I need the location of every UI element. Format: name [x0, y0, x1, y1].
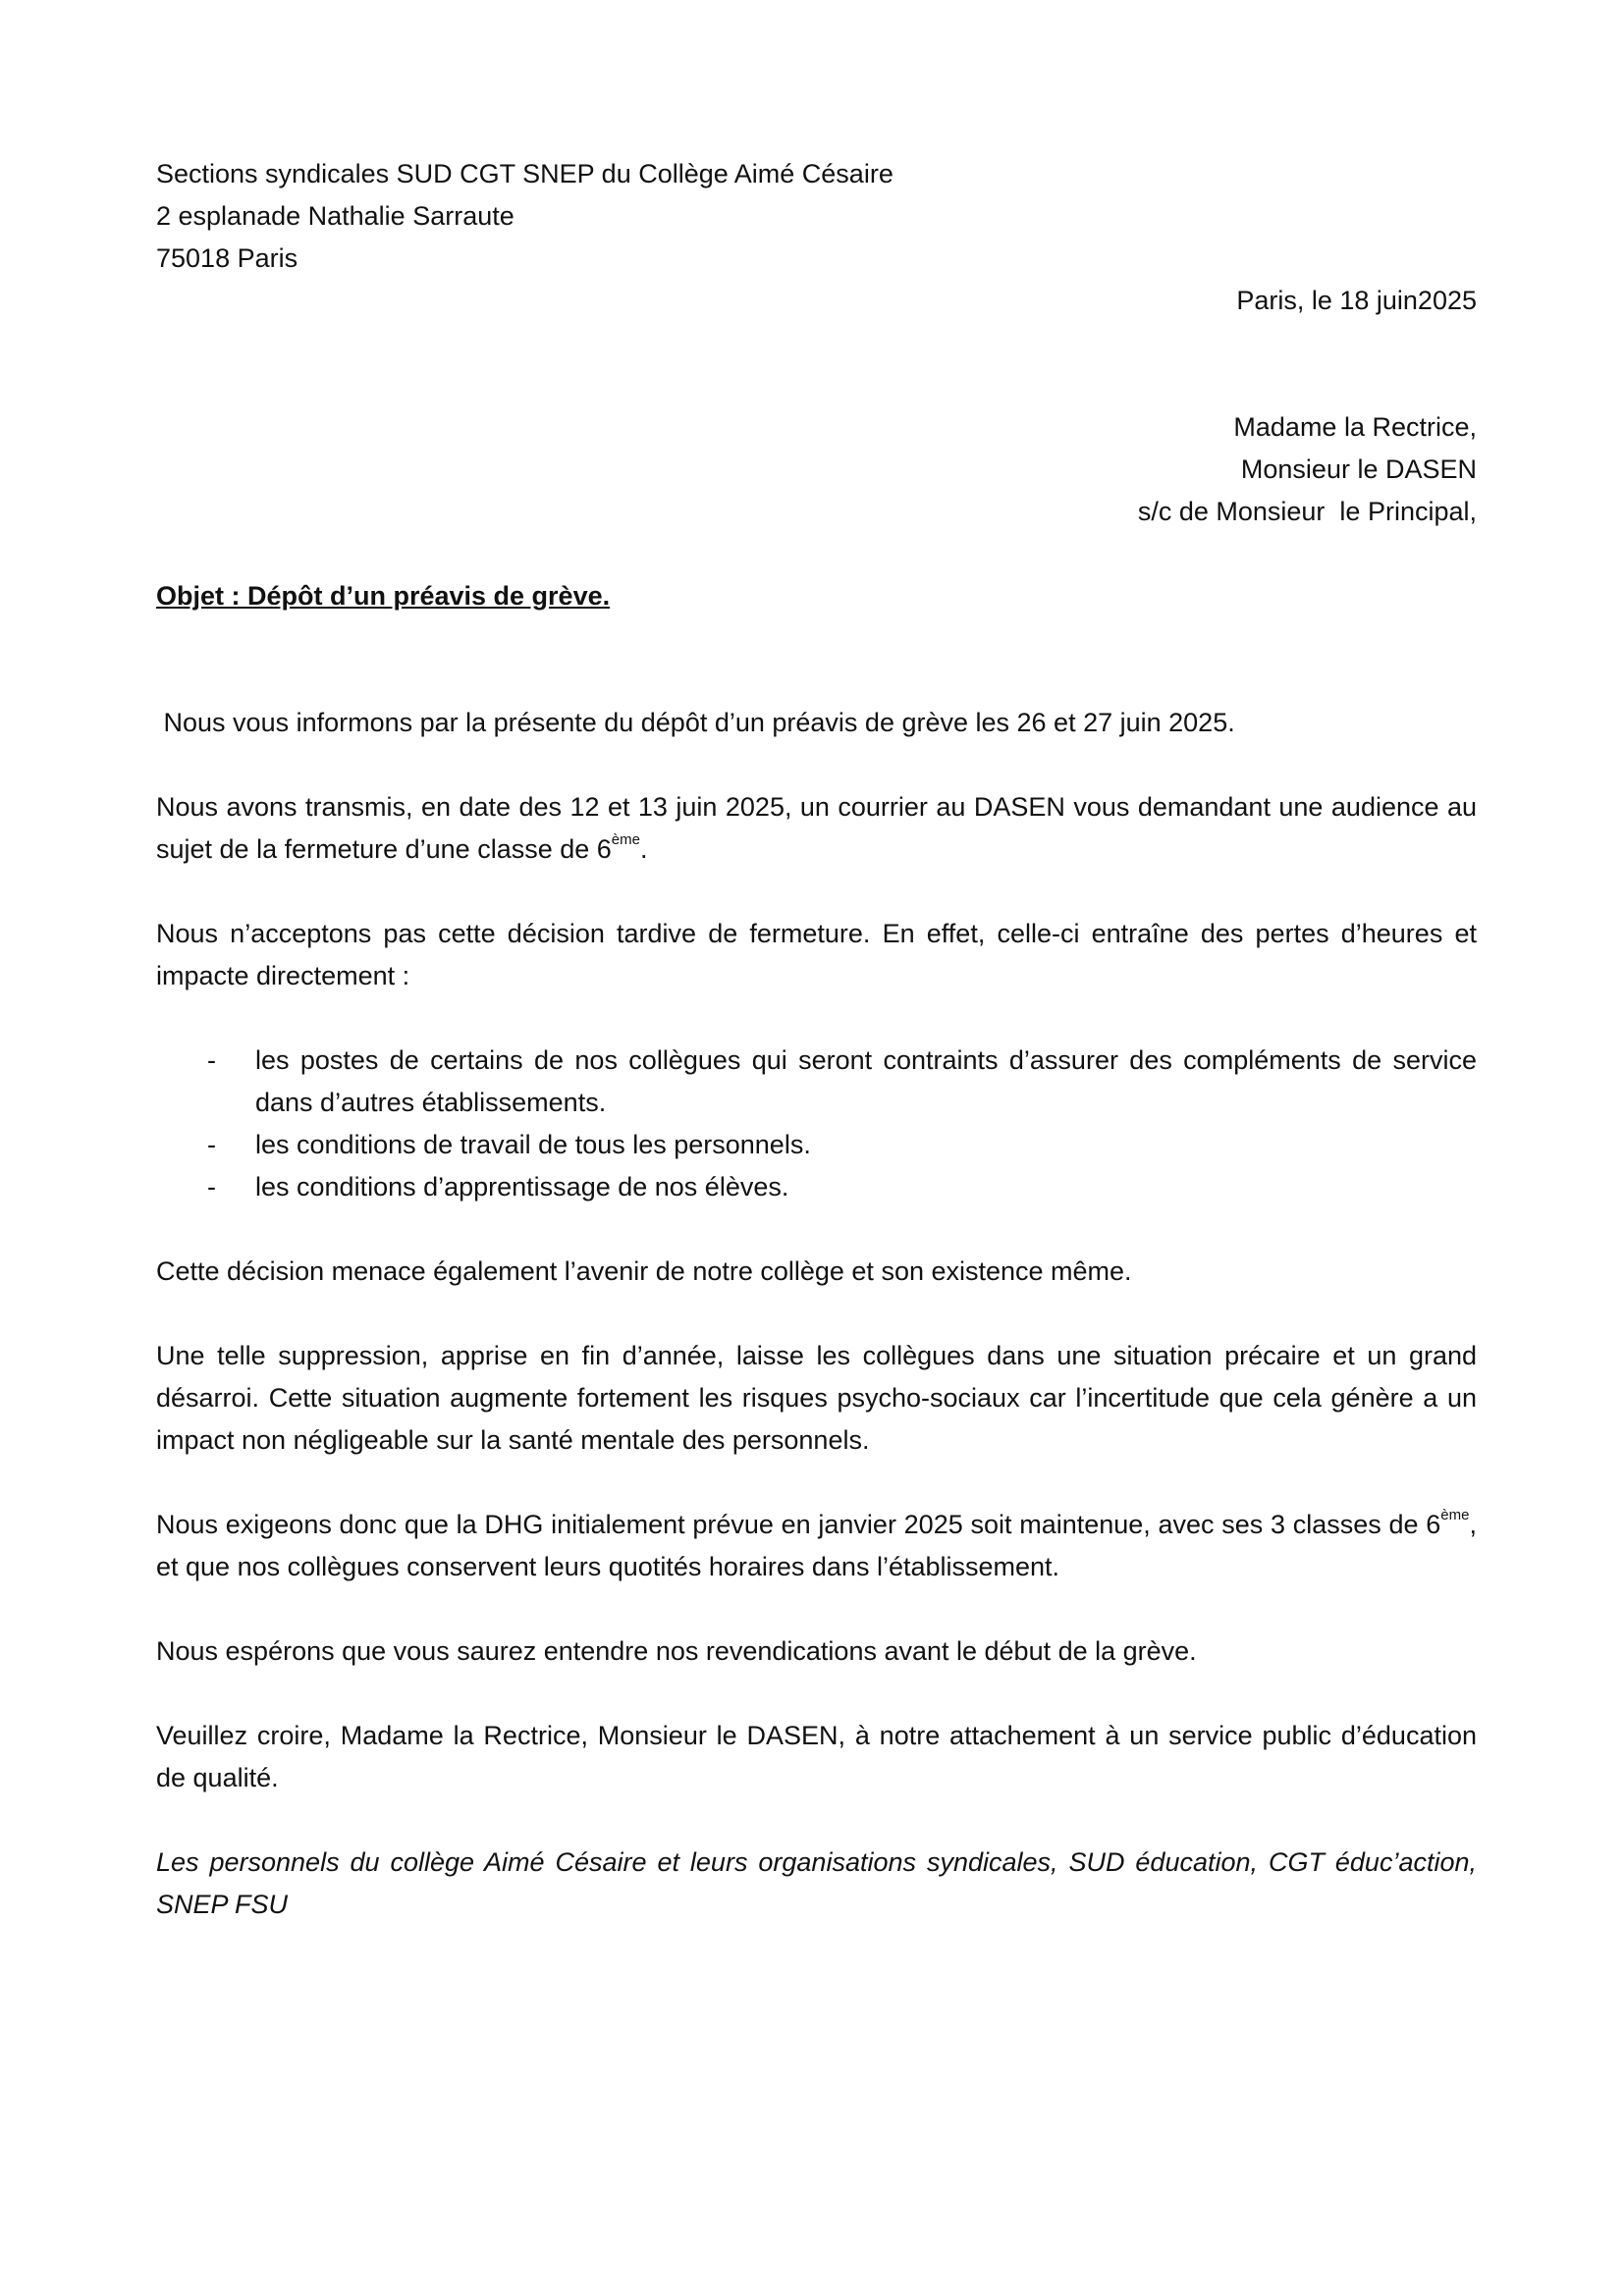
paragraph-threat: Cette décision menace également l’avenir de notre collège et son existence même. [156, 1256, 1132, 1286]
list-bullet: - [207, 1045, 216, 1075]
sender-line-1: Sections syndicales SUD CGT SNEP du Collège Aimé Césaire [156, 159, 893, 188]
list-item-text: les conditions de travail de tous les personnels. [255, 1130, 811, 1159]
recipient-line-3: s/c de Monsieur le Principal, [1137, 497, 1477, 526]
letter-subject: Objet : Dépôt d’un préavis de grève. [156, 581, 611, 611]
list-item [156, 1124, 1477, 1166]
letter-content [156, 153, 1477, 1926]
recipient-line-2: Monsieur le DASEN [1240, 454, 1477, 484]
sender-address [156, 153, 1477, 280]
superscript-eme: ème [611, 831, 640, 848]
paragraph-transmission-text: Nous avons transmis, en date des 12 et 13 juin 2025, un courrier au DASEN vous demandant une audience au sujet de la fermeture d’une classe de 6 [156, 792, 1477, 864]
list-item-text: les conditions d’apprentissage de nos élèves. [255, 1172, 789, 1201]
recipients-block [156, 406, 1477, 533]
sender-line-2: 2 esplanade Nathalie Sarraute [156, 201, 514, 231]
list-item-text: les postes de certains de nos collègues qui seront contraints d’assurer des compléments de service dans d’autres établissements. [255, 1045, 1477, 1117]
list-item [156, 1166, 1477, 1208]
impact-list [156, 1040, 1477, 1208]
paragraph-closing: Veuillez croire, Madame la Rectrice, Monsieur le DASEN, à notre attachement à un service public d’éducation de qualité. [156, 1721, 1477, 1792]
paragraph-demand-text: Nous exigeons donc que la DHG initialement prévue en janvier 2025 soit maintenue, avec ses 3 classes de 6 [156, 1510, 1441, 1539]
paragraph-notice: Nous vous informons par la présente du dépôt d’un préavis de grève les 26 et 27 juin 2025. [156, 708, 1235, 737]
list-item [156, 1040, 1477, 1124]
list-bullet: - [207, 1172, 216, 1201]
paragraph-transmission [156, 786, 1477, 871]
paragraph-hope: Nous espérons que vous saurez entendre nos revendications avant le début de la grève. [156, 1636, 1197, 1666]
signature: Les personnels du collège Aimé Césaire et leurs organisations syndicales, SUD éducation, CGT éduc’action, SNEP FSU [156, 1847, 1477, 1919]
sender-line-3: 75018 Paris [156, 243, 298, 273]
paragraph-demand-end: , et que nos collègues conservent leurs quotités horaires dans l’établissement. [156, 1510, 1477, 1581]
superscript-eme: ème [1440, 1507, 1470, 1523]
recipient-line-1: Madame la Rectrice, [1233, 412, 1477, 442]
paragraph-refusal: Nous n’acceptons pas cette décision tardive de fermeture. En effet, celle-ci entraîne des pertes d’heures et impacte directement : [156, 919, 1477, 990]
paragraph-transmission-end: . [639, 834, 648, 864]
paragraph-suppression: Une telle suppression, apprise en fin d’année, laisse les collègues dans une situation précaire et un grand désarroi. Cette situation augmente fortement les risques psycho-sociaux car l’incertitude que cela génère a un impact non négligeable sur la santé mentale des personnels. [156, 1341, 1477, 1455]
paragraph-demand [156, 1504, 1477, 1588]
letter-date: Paris, le 18 juin2025 [1236, 286, 1477, 315]
list-bullet: - [207, 1130, 216, 1159]
